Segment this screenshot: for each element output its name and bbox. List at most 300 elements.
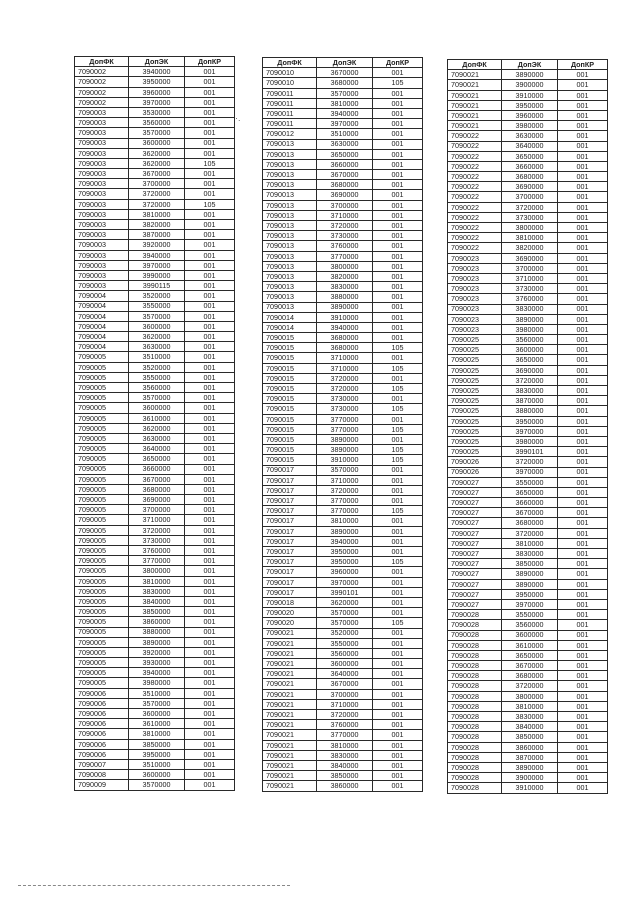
cell-dopfk: 7090013 <box>263 282 317 292</box>
table-row <box>75 617 235 627</box>
cell-dopek: 3640000 <box>317 669 373 679</box>
cell-dopfk: 7090005 <box>75 505 129 515</box>
cell-dopkr: 001 <box>373 68 423 78</box>
cell-dopek: 3700000 <box>129 505 185 515</box>
cell-dopkr: 001 <box>373 526 423 536</box>
cell-dopkr: 001 <box>185 138 235 148</box>
table-row <box>448 406 608 416</box>
cell-dopkr: 001 <box>373 485 423 495</box>
cell-dopfk: 7090008 <box>75 770 129 780</box>
table-row <box>263 149 423 159</box>
cell-dopek: 3710000 <box>317 699 373 709</box>
cell-dopkr: 105 <box>373 404 423 414</box>
cell-dopkr: 001 <box>373 414 423 424</box>
cell-dopfk: 7090021 <box>263 659 317 669</box>
cell-dopek: 3680000 <box>502 671 558 681</box>
cell-dopek: 3810000 <box>317 516 373 526</box>
cell-dopek: 3940000 <box>129 250 185 260</box>
cell-dopek: 3730000 <box>502 212 558 222</box>
cell-dopkr: 001 <box>185 607 235 617</box>
cell-dopkr: 001 <box>558 650 608 660</box>
table-row <box>448 223 608 233</box>
table-row <box>448 589 608 599</box>
table-row <box>263 271 423 281</box>
cell-dopfk: 7090017 <box>263 536 317 546</box>
cell-dopfk: 7090014 <box>263 322 317 332</box>
cell-dopkr: 001 <box>558 436 608 446</box>
cell-dopek: 3920000 <box>129 647 185 657</box>
cell-dopek: 3960000 <box>129 87 185 97</box>
table-row <box>448 712 608 722</box>
cell-dopek: 3810000 <box>317 740 373 750</box>
table-row <box>75 291 235 301</box>
cell-dopkr: 001 <box>373 322 423 332</box>
cell-dopfk: 7090013 <box>263 241 317 251</box>
cell-dopfk: 7090027 <box>448 599 502 609</box>
cell-dopkr: 001 <box>185 209 235 219</box>
cell-dopek: 3550000 <box>502 610 558 620</box>
table-row <box>75 607 235 617</box>
table-row <box>263 282 423 292</box>
table-row <box>75 240 235 250</box>
table-row <box>75 525 235 535</box>
table-row <box>75 576 235 586</box>
table-row <box>263 373 423 383</box>
cell-dopkr: 001 <box>373 394 423 404</box>
cell-dopfk: 7090028 <box>448 610 502 620</box>
cell-dopkr: 001 <box>558 722 608 732</box>
cell-dopfk: 7090003 <box>75 189 129 199</box>
cell-dopfk: 7090005 <box>75 413 129 423</box>
cell-dopek: 3860000 <box>129 617 185 627</box>
table-row <box>263 333 423 343</box>
cell-dopkr: 001 <box>185 749 235 759</box>
cell-dopfk: 7090004 <box>75 342 129 352</box>
cell-dopfk: 7090023 <box>448 284 502 294</box>
table-row <box>448 100 608 110</box>
cell-dopek: 3700000 <box>317 200 373 210</box>
cell-dopek: 3890000 <box>502 70 558 80</box>
cell-dopfk: 7090015 <box>263 404 317 414</box>
cell-dopkr: 001 <box>373 699 423 709</box>
table-row <box>75 230 235 240</box>
cell-dopfk: 7090015 <box>263 445 317 455</box>
cell-dopek: 3670000 <box>502 661 558 671</box>
cell-dopek: 3760000 <box>129 546 185 556</box>
table-row <box>75 362 235 372</box>
cell-dopek: 3940000 <box>317 322 373 332</box>
cell-dopek: 3550000 <box>129 372 185 382</box>
cell-dopfk: 7090006 <box>75 739 129 749</box>
cell-dopfk: 7090028 <box>448 701 502 711</box>
cell-dopfk: 7090021 <box>263 781 317 791</box>
cell-dopkr: 001 <box>373 547 423 557</box>
table-row <box>75 352 235 362</box>
cell-dopek: 3550000 <box>129 301 185 311</box>
table-row <box>448 742 608 752</box>
header-row <box>263 58 423 68</box>
cell-dopek: 3720000 <box>129 525 185 535</box>
cell-dopfk: 7090005 <box>75 617 129 627</box>
cell-dopfk: 7090005 <box>75 423 129 433</box>
cell-dopfk: 7090013 <box>263 210 317 220</box>
table-row <box>263 618 423 628</box>
table-row <box>448 141 608 151</box>
table-row <box>75 148 235 158</box>
table-row <box>448 722 608 732</box>
cell-dopfk: 7090027 <box>448 589 502 599</box>
table-row <box>263 730 423 740</box>
cell-dopkr: 105 <box>373 424 423 434</box>
cell-dopek: 3710000 <box>129 515 185 525</box>
cell-dopek: 3710000 <box>502 273 558 283</box>
table-row <box>448 110 608 120</box>
cell-dopkr: 001 <box>558 681 608 691</box>
cell-dopkr: 001 <box>185 393 235 403</box>
cell-dopek: 3570000 <box>129 128 185 138</box>
cell-dopfk: 7090017 <box>263 496 317 506</box>
cell-dopkr: 001 <box>558 549 608 559</box>
table-row <box>448 783 608 793</box>
cell-dopek: 3600000 <box>502 345 558 355</box>
table-row <box>263 68 423 78</box>
cell-dopkr: 001 <box>558 192 608 202</box>
cell-dopfk: 7090005 <box>75 535 129 545</box>
cell-dopkr: 001 <box>373 129 423 139</box>
table-row <box>75 474 235 484</box>
table-row <box>75 729 235 739</box>
cell-dopfk: 7090028 <box>448 752 502 762</box>
cell-dopek: 3880000 <box>129 627 185 637</box>
cell-dopfk: 7090026 <box>448 457 502 467</box>
header-dopek: ДопЭК <box>129 57 185 67</box>
cell-dopkr: 001 <box>185 342 235 352</box>
cell-dopek: 3770000 <box>317 251 373 261</box>
cell-dopek: 3520000 <box>317 628 373 638</box>
cell-dopfk: 7090015 <box>263 384 317 394</box>
cell-dopkr: 001 <box>373 771 423 781</box>
cell-dopkr: 001 <box>185 556 235 566</box>
table-row <box>448 243 608 253</box>
cell-dopfk: 7090013 <box>263 292 317 302</box>
cell-dopkr: 001 <box>558 477 608 487</box>
cell-dopek: 3560000 <box>317 648 373 658</box>
cell-dopkr: 001 <box>373 271 423 281</box>
table-row <box>75 311 235 321</box>
cell-dopkr: 001 <box>558 457 608 467</box>
table-row <box>263 434 423 444</box>
table-row <box>448 599 608 609</box>
cell-dopek: 3510000 <box>129 759 185 769</box>
cell-dopkr: 001 <box>373 190 423 200</box>
cell-dopfk: 7090003 <box>75 179 129 189</box>
cell-dopkr: 001 <box>185 617 235 627</box>
cell-dopkr: 001 <box>373 200 423 210</box>
cell-dopkr: 001 <box>185 658 235 668</box>
cell-dopek: 3680000 <box>317 180 373 190</box>
cell-dopek: 3570000 <box>317 618 373 628</box>
cell-dopfk: 7090025 <box>448 386 502 396</box>
cell-dopek: 3620000 <box>129 332 185 342</box>
cell-dopek: 3720000 <box>129 199 185 209</box>
table-row <box>263 129 423 139</box>
table-row <box>75 138 235 148</box>
cell-dopek: 3550000 <box>502 477 558 487</box>
cell-dopek: 3610000 <box>502 640 558 650</box>
cell-dopfk: 7090027 <box>448 487 502 497</box>
cell-dopfk: 7090015 <box>263 455 317 465</box>
table-row <box>263 465 423 475</box>
cell-dopfk: 7090023 <box>448 273 502 283</box>
table-row <box>448 284 608 294</box>
cell-dopfk: 7090023 <box>448 314 502 324</box>
cell-dopek: 3570000 <box>129 698 185 708</box>
cell-dopek: 3660000 <box>502 498 558 508</box>
table-row <box>263 322 423 332</box>
cell-dopek: 3610000 <box>129 413 185 423</box>
cell-dopkr: 001 <box>373 465 423 475</box>
cell-dopek: 3970000 <box>317 577 373 587</box>
cell-dopfk: 7090017 <box>263 587 317 597</box>
cell-dopfk: 7090025 <box>448 396 502 406</box>
cell-dopfk: 7090005 <box>75 474 129 484</box>
table-row <box>75 454 235 464</box>
cell-dopfk: 7090026 <box>448 467 502 477</box>
cell-dopkr: 001 <box>558 732 608 742</box>
cell-dopkr: 001 <box>185 709 235 719</box>
cell-dopfk: 7090005 <box>75 362 129 372</box>
cell-dopek: 3650000 <box>502 487 558 497</box>
table-row <box>263 292 423 302</box>
cell-dopfk: 7090005 <box>75 668 129 678</box>
cell-dopek: 3840000 <box>502 722 558 732</box>
cell-dopek: 3600000 <box>129 770 185 780</box>
cell-dopfk: 7090021 <box>263 689 317 699</box>
cell-dopkr: 001 <box>373 567 423 577</box>
cell-dopek: 3700000 <box>317 689 373 699</box>
cell-dopkr: 001 <box>185 423 235 433</box>
table-row <box>263 536 423 546</box>
cell-dopkr: 001 <box>185 362 235 372</box>
table-row <box>263 343 423 353</box>
cell-dopek: 3830000 <box>502 304 558 314</box>
cell-dopkr: 001 <box>373 740 423 750</box>
table-row <box>263 414 423 424</box>
cell-dopek: 3890000 <box>502 569 558 579</box>
cell-dopek: 3600000 <box>502 630 558 640</box>
table-row <box>75 749 235 759</box>
cell-dopkr: 001 <box>373 333 423 343</box>
cell-dopfk: 7090002 <box>75 77 129 87</box>
cell-dopfk: 7090023 <box>448 263 502 273</box>
cell-dopfk: 7090028 <box>448 742 502 752</box>
cell-dopkr: 001 <box>185 148 235 158</box>
cell-dopek: 3810000 <box>502 538 558 548</box>
cell-dopfk: 7090023 <box>448 304 502 314</box>
cell-dopfk: 7090028 <box>448 762 502 772</box>
cell-dopkr: 001 <box>185 586 235 596</box>
cell-dopek: 3890000 <box>502 579 558 589</box>
table-row <box>75 158 235 168</box>
cell-dopkr: 001 <box>558 172 608 182</box>
cell-dopfk: 7090011 <box>263 119 317 129</box>
cell-dopek: 3890000 <box>502 314 558 324</box>
cell-dopkr: 001 <box>373 669 423 679</box>
cell-dopek: 3650000 <box>502 355 558 365</box>
cell-dopfk: 7090022 <box>448 202 502 212</box>
table-row <box>448 752 608 762</box>
table-row <box>448 294 608 304</box>
cell-dopek: 3970000 <box>129 260 185 270</box>
cell-dopek: 3800000 <box>502 691 558 701</box>
cell-dopfk: 7090015 <box>263 424 317 434</box>
table-row <box>263 577 423 587</box>
cell-dopek: 3760000 <box>502 294 558 304</box>
cell-dopkr: 001 <box>373 628 423 638</box>
cell-dopkr: 001 <box>185 189 235 199</box>
table-row <box>263 241 423 251</box>
cell-dopek: 3990101 <box>317 587 373 597</box>
cell-dopfk: 7090027 <box>448 508 502 518</box>
cell-dopfk: 7090027 <box>448 559 502 569</box>
cell-dopek: 3690000 <box>502 253 558 263</box>
table-row <box>448 80 608 90</box>
cell-dopkr: 001 <box>373 475 423 485</box>
header-dopkr: ДопКР <box>373 58 423 68</box>
cell-dopek: 3890000 <box>317 434 373 444</box>
table-row <box>75 719 235 729</box>
cell-dopkr: 001 <box>373 536 423 546</box>
table-row <box>448 182 608 192</box>
table-row <box>263 710 423 720</box>
cell-dopkr: 001 <box>558 712 608 722</box>
table-row <box>448 691 608 701</box>
cell-dopfk: 7090005 <box>75 454 129 464</box>
cell-dopfk: 7090013 <box>263 261 317 271</box>
cell-dopkr: 001 <box>558 630 608 640</box>
cell-dopkr: 001 <box>373 781 423 791</box>
table-row <box>448 610 608 620</box>
cell-dopek: 3810000 <box>317 98 373 108</box>
cell-dopkr: 001 <box>558 355 608 365</box>
cell-dopkr: 001 <box>558 773 608 783</box>
cell-dopfk: 7090015 <box>263 353 317 363</box>
cell-dopek: 3530000 <box>129 107 185 117</box>
cell-dopkr: 001 <box>373 516 423 526</box>
cell-dopkr: 001 <box>558 447 608 457</box>
cell-dopkr: 001 <box>185 698 235 708</box>
cell-dopfk: 7090015 <box>263 333 317 343</box>
cell-dopfk: 7090003 <box>75 240 129 250</box>
cell-dopfk: 7090006 <box>75 688 129 698</box>
cell-dopkr: 001 <box>373 282 423 292</box>
cell-dopkr: 001 <box>558 396 608 406</box>
cell-dopek: 3800000 <box>129 566 185 576</box>
cell-dopfk: 7090020 <box>263 618 317 628</box>
table-row <box>448 70 608 80</box>
cell-dopfk: 7090003 <box>75 158 129 168</box>
cell-dopfk: 7090017 <box>263 485 317 495</box>
table-row <box>448 273 608 283</box>
cell-dopek: 3940000 <box>129 67 185 77</box>
table-row <box>75 759 235 769</box>
cell-dopek: 3720000 <box>129 189 185 199</box>
table-row <box>75 87 235 97</box>
cell-dopek: 3770000 <box>317 506 373 516</box>
cell-dopek: 3690000 <box>317 190 373 200</box>
table-row <box>75 546 235 556</box>
cell-dopfk: 7090022 <box>448 172 502 182</box>
table-row <box>263 210 423 220</box>
cell-dopek: 3860000 <box>502 742 558 752</box>
cell-dopfk: 7090027 <box>448 569 502 579</box>
cell-dopkr: 001 <box>558 151 608 161</box>
cell-dopkr: 001 <box>185 433 235 443</box>
table-row <box>263 557 423 567</box>
cell-dopkr: 105 <box>373 384 423 394</box>
cell-dopfk: 7090013 <box>263 170 317 180</box>
cell-dopek: 3690000 <box>129 495 185 505</box>
table-row <box>263 363 423 373</box>
table-row <box>448 762 608 772</box>
cell-dopkr: 001 <box>558 579 608 589</box>
cell-dopfk: 7090005 <box>75 576 129 586</box>
cell-dopfk: 7090017 <box>263 557 317 567</box>
cell-dopfk: 7090025 <box>448 416 502 426</box>
cell-dopkr: 001 <box>373 149 423 159</box>
table-row <box>263 159 423 169</box>
cell-dopfk: 7090021 <box>263 730 317 740</box>
cell-dopkr: 105 <box>373 343 423 353</box>
cell-dopfk: 7090005 <box>75 444 129 454</box>
cell-dopkr: 001 <box>558 620 608 630</box>
cell-dopfk: 7090005 <box>75 515 129 525</box>
table-row <box>448 314 608 324</box>
cell-dopfk: 7090021 <box>263 740 317 750</box>
cell-dopfk: 7090021 <box>448 80 502 90</box>
table-row <box>75 433 235 443</box>
cell-dopek: 3990000 <box>129 270 185 280</box>
cell-dopfk: 7090021 <box>263 648 317 658</box>
cell-dopek: 3970000 <box>502 426 558 436</box>
cell-dopkr: 001 <box>185 525 235 535</box>
cell-dopfk: 7090005 <box>75 586 129 596</box>
table-row <box>263 740 423 750</box>
table-row <box>75 709 235 719</box>
table-row <box>448 457 608 467</box>
table-row <box>75 596 235 606</box>
cell-dopek: 3760000 <box>317 720 373 730</box>
table-row <box>75 464 235 474</box>
cell-dopek: 3850000 <box>129 607 185 617</box>
cell-dopkr: 001 <box>558 487 608 497</box>
cell-dopfk: 7090017 <box>263 577 317 587</box>
cell-dopkr: 001 <box>558 610 608 620</box>
table-row <box>75 668 235 678</box>
cell-dopkr: 001 <box>373 139 423 149</box>
cell-dopek: 3630000 <box>129 342 185 352</box>
cell-dopek: 3600000 <box>129 709 185 719</box>
table-row <box>448 161 608 171</box>
table-row <box>448 375 608 385</box>
cell-dopek: 3650000 <box>129 454 185 464</box>
cell-dopek: 3950000 <box>317 557 373 567</box>
table-row <box>263 119 423 129</box>
cell-dopkr: 001 <box>373 760 423 770</box>
cell-dopkr: 001 <box>558 233 608 243</box>
cell-dopkr: 001 <box>185 321 235 331</box>
cell-dopek: 3670000 <box>129 474 185 484</box>
